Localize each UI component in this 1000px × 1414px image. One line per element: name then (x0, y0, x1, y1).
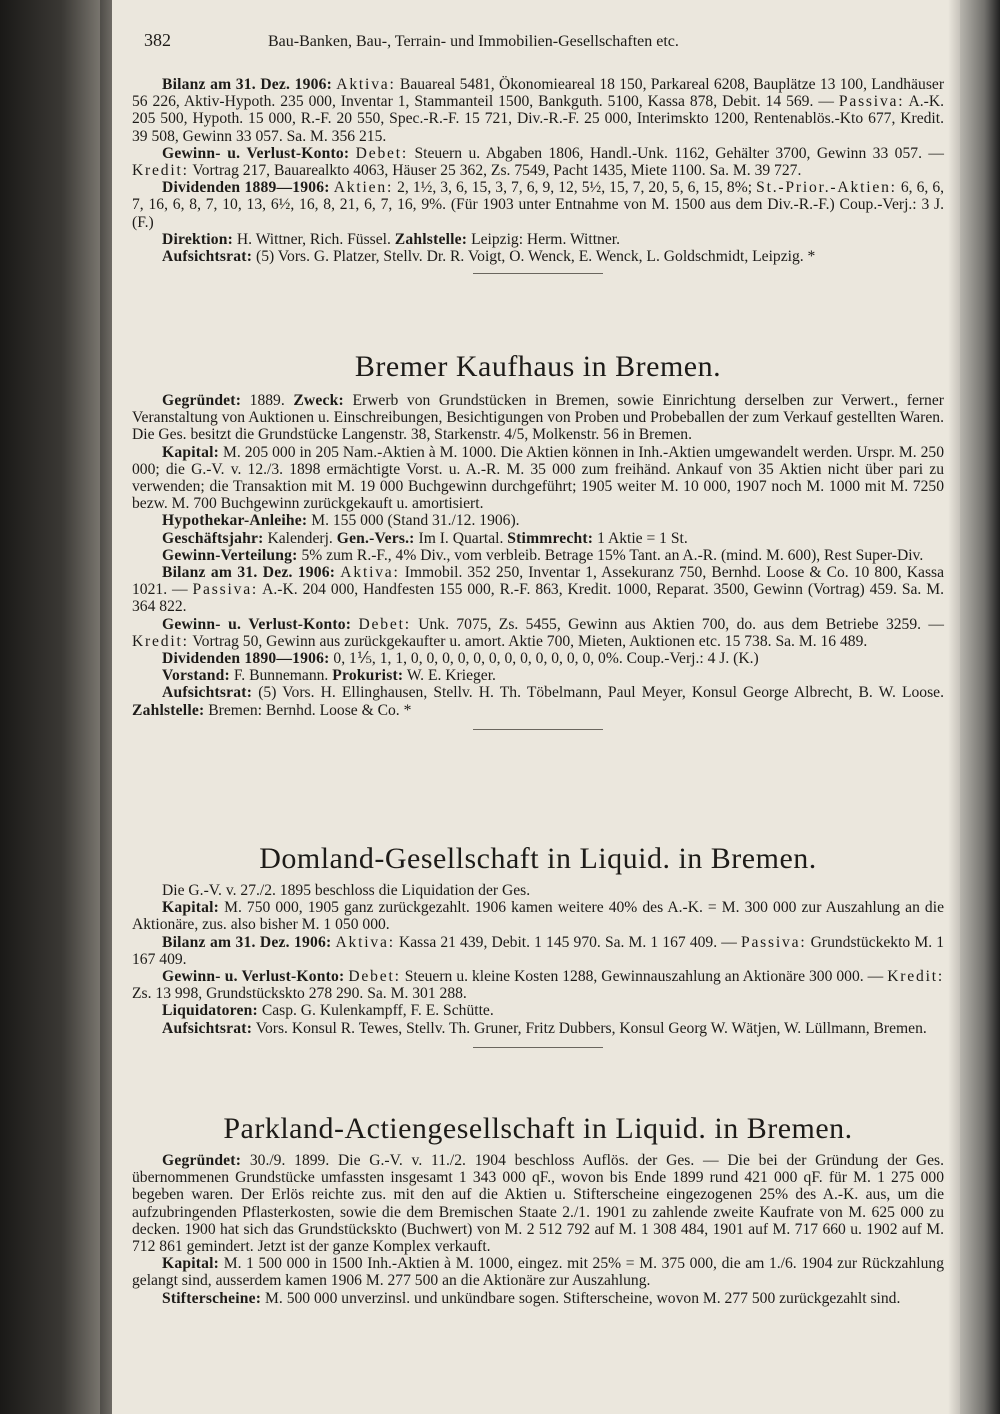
prev-bilanz: Bilanz am 31. Dez. 1906: Aktiva: Bauareal 5481, Ökonomieareal 18 150, Parkareal 6208, Bauplätze 13 100, Landhäuser 56 226, Aktiv-Hypoth. 235 000, Inventar 1, Stammanteil 1500, Bankguth. 5100, Kassa 878, Debit. 14 569. — Passiva: A.-K. 205 500, Hypoth. 15 000, R.-F. 20 550, Spec.-R.-F. 15 721, Div.-R.-F. 25 000, Interimskto 1200, Rentenablös.-Kto 677, Kredit. 39 508, Gewinn 33 057. Sa. M. 356 215. (132, 76, 945, 145)
prev-direktion: Direktion: H. Wittner, Rich. Füssel. Zahlstelle: Leipzig: Herm. Wittner. (162, 230, 620, 248)
kaufhaus-gewinnverteilung: Gewinn-Verteilung: 5% zum R.-F., 4% Div., vom verbleib. Betrage 15% Tant. an A.-R. (mind. M. 600), Rest Super-Div. (162, 546, 924, 564)
kaufhaus-gegruendet: Gegründet: 1889. Zweck: Erwerb von Grundstücken in Bremen, sowie Einrichtung derselben zur Verwert., ferner Veranstaltung von Auktionen u. Einschreibungen, Besichtigungen von Proben und Probeballen der zum Verkauf gestellten Waren. Die Ges. besitzt die Grundstücke Langenstr. 38, Starkenstr. 4/5, Molkenstr. 56 in Bremen. (132, 392, 944, 444)
section-divider (473, 273, 603, 274)
kaufhaus-bilanz: Bilanz am 31. Dez. 1906: Aktiva: Immobil. 352 250, Inventar 1, Assekuranz 750, Bernhd. Loose & Co. 10 800, Kassa 1021. — Passiva: A.-K. 204 000, Handfesten 155 000, R.-F. 863, Kredit. 1000, Reparat. 3500, Gewinn (Vortrag) 459. Sa. M. 364 822. (132, 564, 945, 616)
domland-intro: Die G.-V. v. 27./2. 1895 beschloss die Liquidation der Ges. (162, 882, 531, 899)
entry-title: Parkland-Actiengesellschaft in Liquid. in Bremen. (223, 1112, 853, 1145)
parkland-kapital: Kapital: M. 1 500 000 in 1500 Inh.-Aktien à M. 1000, eingez. mit 25% = M. 375 000, die am 1./6. 1904 zur Rückzahlung gelangt sind, ausserdem kamen 1906 M. 277 500 an die Aktionäre zur Auszahlung. (132, 1255, 945, 1290)
scanned-page (112, 0, 960, 1414)
page-header (144, 30, 944, 51)
prev-dividenden: Dividenden 1889—1906: Aktien: 2, 1½, 3, 6, 15, 3, 7, 6, 9, 12, 5½, 15, 7, 20, 5, 6, 15, 8%; St.-Prior.-Aktien: 6, 6, 6, 7, 16, 6, 8, 7, 10, 13, 6½, 16, 8, 21, 6, 7, 16, 9%. (Für 1903 unter Entnahme von M. 1500 aus dem Div.-R.-F.) Coup.-Verj.: 3 J. (F.) (132, 179, 945, 231)
entry-title: Domland-Gesellschaft in Liquid. in Bremen. (259, 842, 817, 875)
running-title: Bau-Banken, Bau-, Terrain- und Immobilien-Gesellschaften etc. (268, 33, 679, 50)
prev-guv: Gewinn- u. Verlust-Konto: Debet: Steuern u. Abgaben 1806, Handl.-Unk. 1162, Gehälter 3700, Gewinn 33 057. — Kredit: Vortrag 217, Bauarealkto 4063, Häuser 25 362, Zs. 7549, Pacht 1435, Miete 1100. Sa. M. 39 727. (132, 144, 944, 180)
domland-bilanz: Bilanz am 31. Dez. 1906: Aktiva: Kassa 21 439, Debit. 1 145 970. Sa. M. 1 167 409. — Passiva: Grundstückekto M. 1 167 409. (132, 933, 945, 968)
kaufhaus-geschaeftsjahr: Geschäftsjahr: Kalenderj. Gen.-Vers.: Im I. Quartal. Stimmrecht: 1 Aktie = 1 St. (162, 529, 688, 547)
kaufhaus-kapital: Kapital: M. 205 000 in 205 Nam.-Aktien à M. 1000. Die Aktien können in Inh.-Aktien umgewandelt werden. Urspr. M. 250 000; die G.-V. v. 12./3. 1898 ermächtigte Vorst. u. A.-R. M. 35 000 zum freihänd. Ankauf von 35 Aktien nicht über pari zu verwenden; die Transaktion mit M. 19 000 Buchgewinn durchgeführt; 1905 weiter M. 10 000, 1907 noch M. 1000 mit M. 7250 bezw. M. 700 Buchgewinn zurückgekauft u. amortisiert. (132, 443, 944, 513)
kaufhaus-guv: Gewinn- u. Verlust-Konto: Debet: Unk. 7075, Zs. 5455, Gewinn aus Aktien 700, do. aus dem Betriebe 3259. — Kredit: Vortrag 50, Gewinn aus zurückgekaufter u. amort. Aktie 700, Mieten, Auktionen etc. 15 738. Sa. M. 16 489. (132, 615, 945, 650)
kaufhaus-dividenden: Dividenden 1890—1906: 0, 1⅕, 1, 1, 0, 0, 0, 0, 0, 0, 0, 0, 0, 0, 0, 0, 0%. Coup.-Verj.: 4 J. (K.) (162, 650, 759, 668)
section-divider (473, 1047, 603, 1048)
entry-previous (132, 76, 944, 274)
prev-aufsichtsrat: Aufsichtsrat: (5) Vors. G. Platzer, Stellv. Dr. R. Voigt, O. Wenck, E. Wenck, L. Goldschmidt, Leipzig. * (162, 248, 816, 266)
section-divider (473, 729, 603, 730)
kaufhaus-aufsichtsrat: Aufsichtsrat: (5) Vors. H. Ellinghausen, Stellv. H. Th. Töbelmann, Paul Meyer, Konsul George Albrecht, B. W. Loose. Zahlstelle: Bremen: Bernhd. Loose & Co. * (132, 684, 944, 719)
parkland-gegruendet: Gegründet: 30./9. 1899. Die G.-V. v. 11./2. 1904 beschloss Auflös. der Ges. — Die bei der Gründung der Ges. übernommenen Grundstücke umfassten insgesamt 1 343 000 qF., wovon bis Ende 1899 rund 421 000 qF. für M. 1 275 000 begeben waren. Der Erlös reichte zus. mit den auf die Aktien u. Stifterscheine eingezogenen 25% des A.-K. aus, um die aufzubringenden Pflasterkosten, sowie die dem Bremischen Staate 2./1. 1901 zu zahlende zweite Kaufrate von M. 625 000 zu decken. 1900 hat sich das Grundstückskto (Buchwert) von M. 2 512 792 auf M. 1 308 484, 1901 auf M. 717 660 u. 1902 auf M. 712 861 gemindert. Jetzt ist der ganze Komplex verkauft. (132, 1152, 944, 1256)
entry-parkland (132, 1112, 944, 1307)
kaufhaus-hypothek: Hypothekar-Anleihe: M. 155 000 (Stand 31./12. 1906). (162, 512, 520, 530)
kaufhaus-vorstand: Vorstand: F. Bunnemann. Prokurist: W. E. Krieger. (162, 667, 496, 685)
entry-domland (132, 842, 944, 1048)
domland-guv: Gewinn- u. Verlust-Konto: Debet: Steuern u. kleine Kosten 1288, Gewinnauszahlung an Aktionäre 300 000. — Kredit: Zs. 13 998, Grundstückskto 278 290. Sa. M. 301 288. (132, 968, 944, 1003)
domland-kapital: Kapital: M. 750 000, 1905 ganz zurückgezahlt. 1906 kamen weitere 40% des A.-K. = M. 300 000 zur Auszahlung an die Aktionäre, zus. also bisher M. 1 050 000. (132, 899, 944, 934)
page-number: 382 (144, 30, 171, 50)
domland-liquidatoren: Liquidatoren: Casp. G. Kulenkampff, F. E. Schütte. (162, 1002, 494, 1020)
entry-bremer-kaufhaus (132, 350, 944, 730)
entry-title: Bremer Kaufhaus in Bremen. (354, 350, 722, 383)
parkland-stifterscheine: Stifterscheine: M. 500 000 unverzinsl. und unkündbare sogen. Stifterscheine, wovon M. 277 500 zurückgezahlt sind. (162, 1289, 901, 1307)
domland-aufsichtsrat: Aufsichtsrat: Vors. Konsul R. Tewes, Stellv. Th. Gruner, Fritz Dubbers, Konsul Georg W. Wätjen, W. Lüllmann, Bremen. (162, 1019, 927, 1037)
book-binding-shadow (0, 0, 112, 1414)
page-edge-shadow (948, 0, 1000, 1414)
